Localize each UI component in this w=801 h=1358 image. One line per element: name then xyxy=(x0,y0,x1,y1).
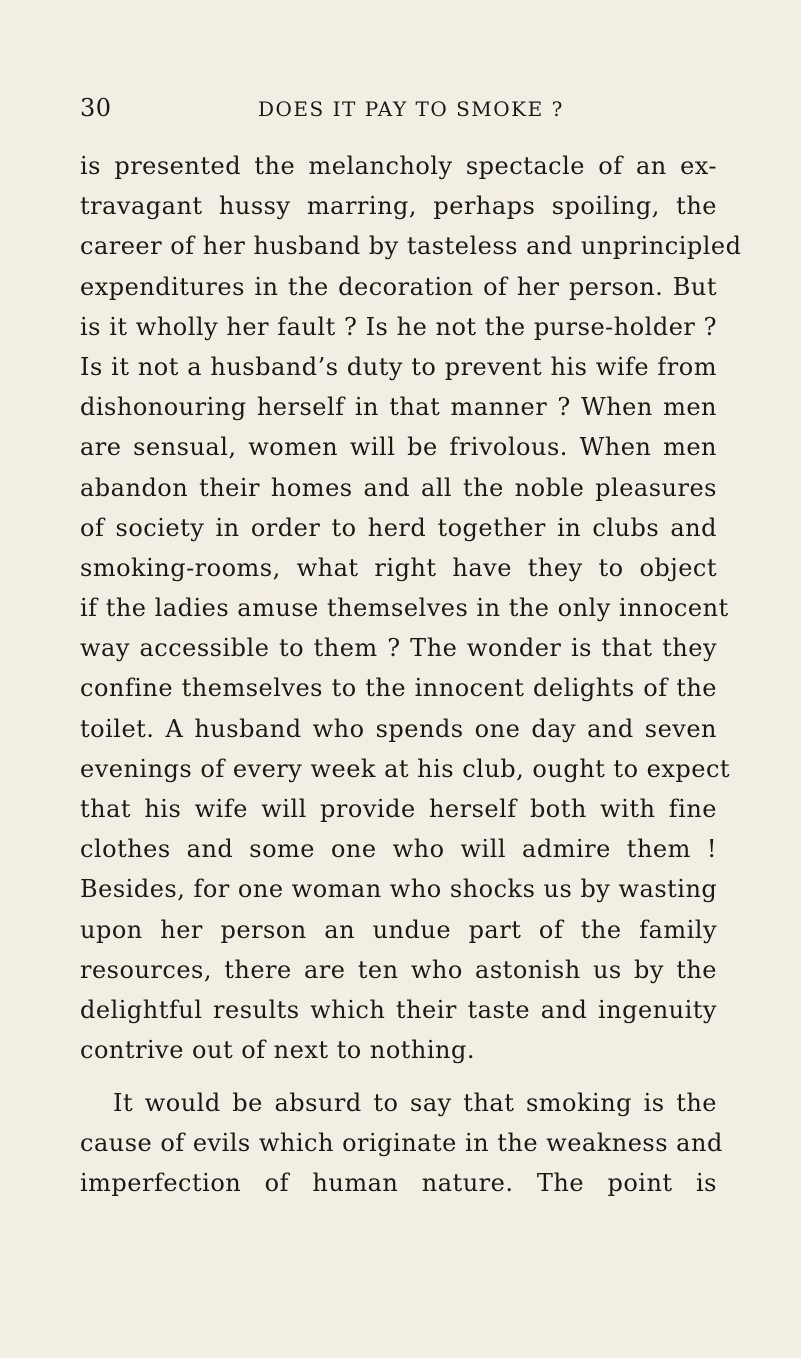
text-line: upon her person an undue part of the family xyxy=(80,915,717,944)
paragraph-2 xyxy=(80,1083,723,1204)
text-line: is it wholly her fault ? Is he not the purse-holder ? xyxy=(80,312,717,341)
text-line: expenditures in the decoration of her person. But xyxy=(80,272,717,301)
text-line: resources, there are ten who astonish us by the xyxy=(80,955,717,984)
paragraph-1 xyxy=(80,146,742,1070)
text-line: career of her husband by tasteless and unprincipled xyxy=(80,232,742,261)
text-line: smoking-rooms, what right have they to object xyxy=(80,553,717,582)
text-line: are sensual, women will be frivolous. When men xyxy=(80,433,717,462)
text-line: cause of evils which originate in the weakness and xyxy=(80,1129,723,1158)
text-line: It would be absurd to say that smoking is the xyxy=(113,1089,717,1117)
text-line: dishonouring herself in that manner ? When men xyxy=(80,393,717,422)
text-line: that his wife will provide herself both with fine xyxy=(80,795,717,823)
text-line: is presented the melancholy spectacle of an ex- xyxy=(80,152,717,180)
text-line: Besides, for one woman who shocks us by wasting xyxy=(80,875,718,904)
text-line: toilet. A husband who spends one day and seven xyxy=(80,714,717,743)
text-line: of society in order to herd together in clubs and xyxy=(80,513,717,542)
text-line: contrive out of next to nothing. xyxy=(80,1036,475,1065)
text-line: Is it not a husband’s duty to prevent his wife from xyxy=(80,352,717,381)
text-line: travagant hussy marring, perhaps spoiling, the xyxy=(80,192,717,221)
text-line: confine themselves to the innocent delights of the xyxy=(80,674,717,703)
text-line: if the ladies amuse themselves in the only innocent xyxy=(80,594,729,623)
text-line: way accessible to them ? The wonder is that they xyxy=(80,634,717,663)
text-line: imperfection of human nature. The point is xyxy=(80,1169,717,1198)
text-line: abandon their homes and all the noble pleasures xyxy=(80,473,717,502)
running-head xyxy=(80,93,717,133)
page-number: 30 xyxy=(80,94,112,122)
running-title: DOES IT PAY TO SMOKE ? xyxy=(258,97,564,121)
text-line: delightful results which their taste and ingenuity xyxy=(80,995,717,1024)
text-line: clothes and some one who will admire them ! xyxy=(80,835,717,864)
text-line: evenings of every week at his club, ought to expect xyxy=(80,754,731,783)
